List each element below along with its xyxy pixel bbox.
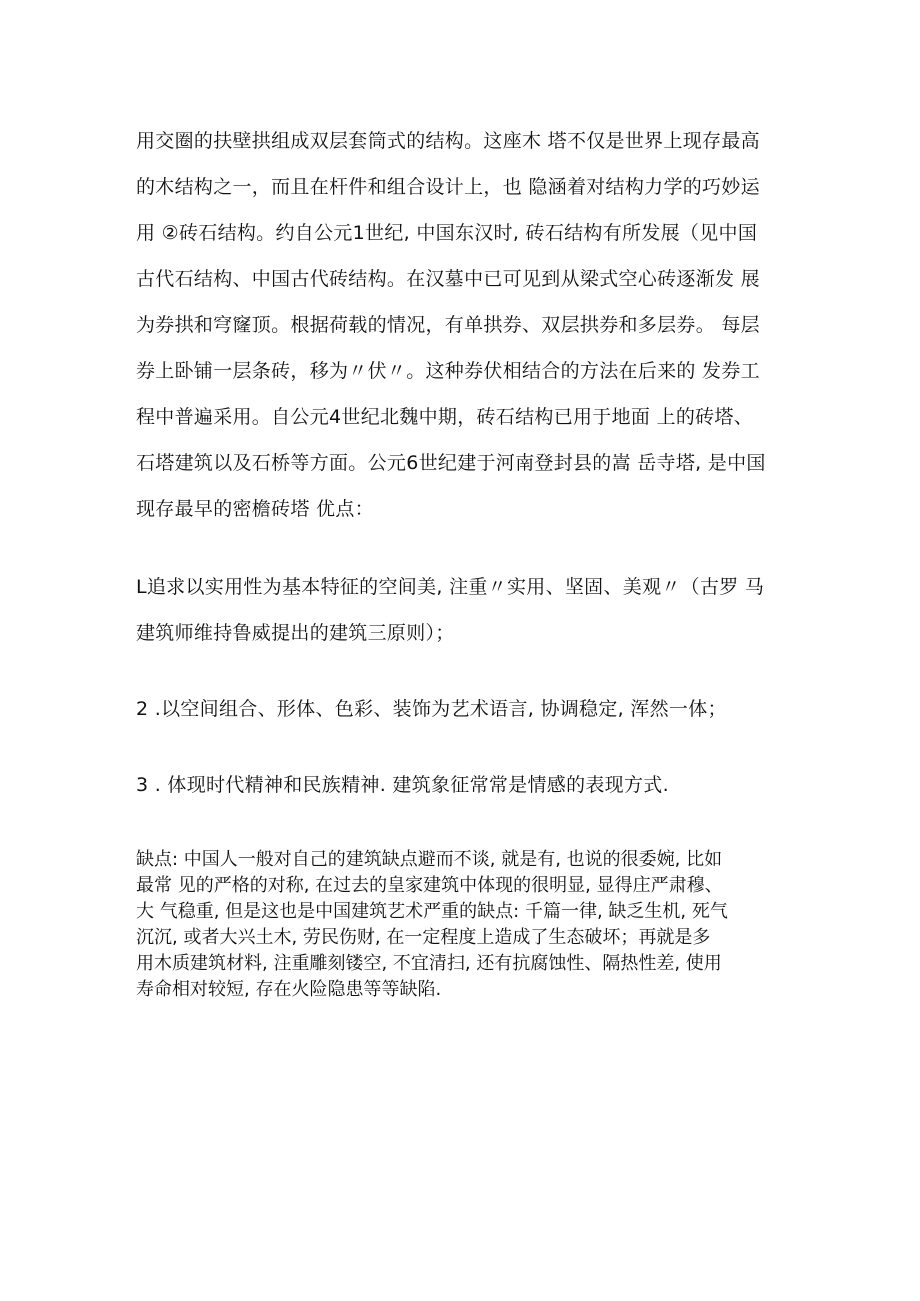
disadvantage-line-2: 最常 见的严格的对称, 在过去的皇家建筑中体现的很明显, 显得庄严肃穆、 [136, 875, 723, 896]
intro-line-4: 古代石结构、中国古代砖结构。在汉墓中已可见到从梁式空心砖逐渐发 展 [136, 268, 760, 290]
advantage-2: 2 .以空间组合、形体、色彩、装饰为艺术语言, 协调稳定, 浑然一体； [136, 698, 727, 720]
advantage-1-line-2: 建筑师维持鲁威提出的建筑三原则）； [136, 622, 455, 644]
intro-line-7: 程中普遍采用。自公元4世纪北魏中期，砖石结构已用于地面 上的砖塔、 [136, 406, 754, 428]
intro-line-8: 石塔建筑以及石桥等方面。公元6世纪建于河南登封县的嵩 岳寺塔, 是中国 [136, 452, 766, 474]
intro-line-1: 用交圈的扶壁拱组成双层套筒式的结构。这座木 塔不仅是世界上现存最高 [136, 130, 760, 152]
intro-line-2: 的木结构之一，而且在杆件和组合设计上，也 隐涵着对结构力学的巧妙运 [136, 176, 760, 198]
advantage-3: 3 . 体现时代精神和民族精神. 建筑象征常常是情感的表现方式. [136, 774, 669, 796]
disadvantage-line-6: 寿命相对较短, 存在火险隐患等等缺陷. [136, 979, 442, 1000]
intro-line-6: 券上卧铺一层条砖，移为〃伏〃。这种券伏相结合的方法在后来的 发券工 [136, 360, 760, 382]
intro-line-5: 为券拱和穹窿顶。根据荷载的情况，有单拱券、双层拱券和多层券。 每层 [136, 314, 760, 336]
advantage-1-line-1: L追求以实用性为基本特征的空间美, 注重〃实用、坚固、美观〃（古罗 马 [136, 576, 765, 598]
intro-line-3: 用 ②砖石结构。约自公元1世纪, 中国东汉时, 砖石结构有所发展（见中国 [136, 222, 758, 244]
disadvantage-line-5: 用木质建筑材料, 注重雕刻镂空, 不宜清扫, 还有抗腐蚀性、隔热性差, 使用 [136, 953, 722, 974]
disadvantage-line-3: 大 气稳重, 但是这也是中国建筑艺术严重的缺点: 千篇一律, 缺乏生机, 死气 [136, 901, 728, 922]
intro-line-9: 现存最早的密檐砖塔 优点： [136, 498, 374, 520]
disadvantage-line-4: 沉沉, 或者大兴土木, 劳民伤财, 在一定程度上造成了生态破坏；再就是多 [136, 927, 711, 948]
disadvantage-line-1: 缺点: 中国人一般对自己的建筑缺点避而不谈, 就是有, 也说的很委婉, 比如 [136, 849, 723, 870]
